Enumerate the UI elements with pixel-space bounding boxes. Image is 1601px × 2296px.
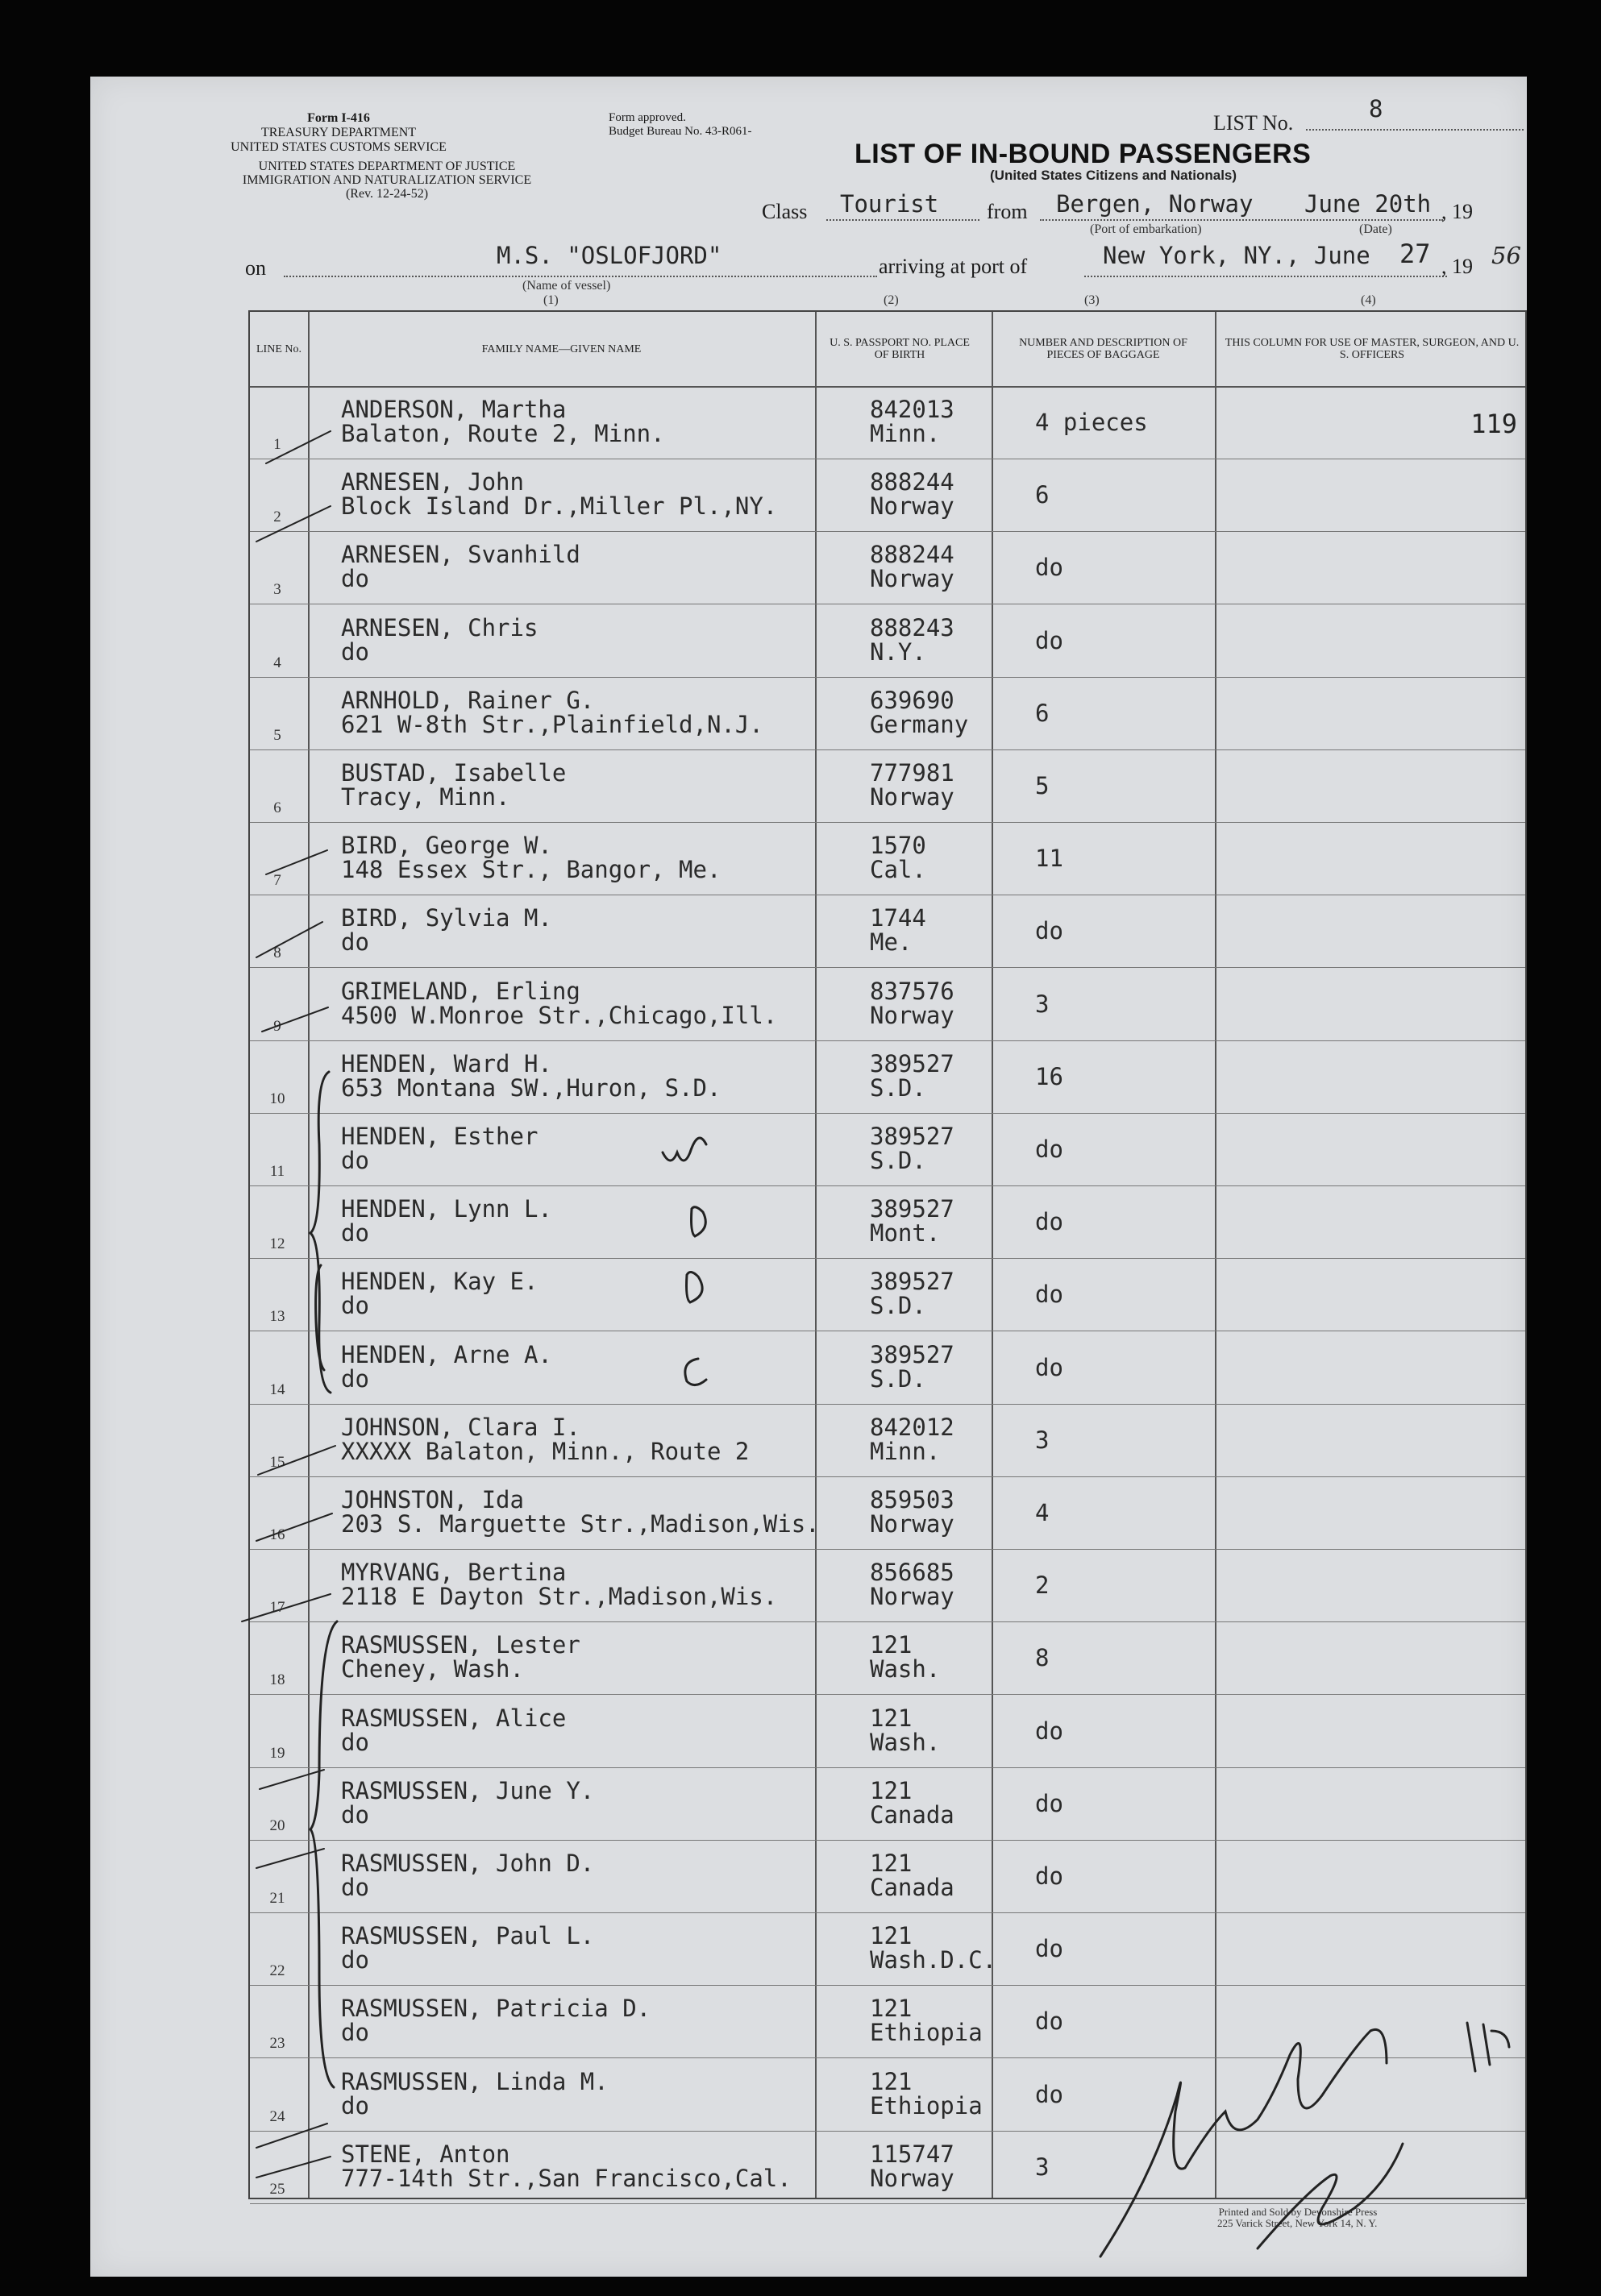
customs-service: UNITED STATES CUSTOMS SERVICE <box>231 140 447 154</box>
baggage-count: do <box>1035 554 1063 582</box>
place-of-birth: Canada <box>870 1874 954 1901</box>
passenger-address: Block Island Dr.,Miller Pl.,NY. <box>341 492 778 521</box>
place-of-birth: Wash. <box>870 1728 941 1756</box>
col-line-no: LINE No. <box>256 343 301 355</box>
passenger-name: ARNESEN, John <box>341 468 524 496</box>
passenger-address: do <box>341 1147 369 1174</box>
baggage-count: do <box>1035 2007 1063 2036</box>
table-row <box>250 386 1525 459</box>
passenger-address: do <box>341 1946 369 1974</box>
printer-imprint: Printed and Sold by Devonshire Press 225 Varick Street, New York 14, N. Y. <box>1217 2206 1378 2229</box>
passenger-name: HENDEN, Kay E. <box>341 1268 539 1296</box>
arrival-day: 27 <box>1399 239 1431 269</box>
line-number: 20 <box>269 1816 285 1834</box>
passport-number: 639690 <box>870 686 954 714</box>
line-number: 11 <box>269 1163 285 1180</box>
line-number: 25 <box>269 2180 285 2198</box>
table-row <box>250 1767 1525 1841</box>
place-of-birth: Me. <box>870 928 913 957</box>
line-number: 22 <box>269 1962 285 1980</box>
list-no-label: LIST No. <box>1213 111 1294 135</box>
caption-4: (4) <box>1361 293 1376 307</box>
place-of-birth: Canada <box>870 1800 954 1829</box>
passenger-address: 2118 E Dayton Str.,Madison,Wis. <box>341 1583 778 1611</box>
table-row <box>250 1912 1525 1986</box>
arrival-year-suffix: 56 <box>1491 242 1521 269</box>
table-row <box>250 459 1525 532</box>
form-number: Form I-416 <box>307 111 370 125</box>
passenger-name: RASMUSSEN, John D. <box>341 1850 595 1877</box>
passenger-name: RASMUSSEN, Patricia D. <box>341 1995 651 2023</box>
place-of-birth: Norway <box>870 783 954 811</box>
passenger-name: JOHNSTON, Ida <box>341 1486 524 1513</box>
passport-number: 115747 <box>870 2140 954 2168</box>
line-number: 10 <box>269 1090 285 1107</box>
place-of-birth: S.D. <box>870 1292 926 1320</box>
passport-number: 888244 <box>870 468 954 496</box>
passenger-name: STENE, Anton <box>341 2140 510 2168</box>
passenger-name: ANDERSON, Martha <box>341 396 567 423</box>
line-number: 4 <box>273 654 281 671</box>
passenger-address: do <box>341 637 369 666</box>
passenger-name: BIRD, Sylvia M. <box>341 904 552 932</box>
baggage-count: 4 pieces <box>1035 409 1148 436</box>
passport-number: 389527 <box>870 1049 954 1077</box>
port-embark-caption: (Port of embarkation) <box>1090 222 1202 236</box>
form-approved: Form approved. Budget Bureau No. 43-R061- <box>609 111 752 138</box>
line-number: 16 <box>269 1526 285 1543</box>
vessel-caption: (Name of vessel) <box>522 279 611 293</box>
table-row <box>250 1404 1525 1477</box>
place-of-birth: Germany <box>870 710 969 738</box>
passenger-address: do <box>341 1292 369 1320</box>
passport-number: 121 <box>870 1850 913 1877</box>
table-row <box>250 1113 1525 1186</box>
passenger-address: 621 W-8th Str.,Plainfield,N.J. <box>341 710 763 738</box>
caption-2: (2) <box>884 293 899 307</box>
passenger-address: do <box>341 928 369 957</box>
baggage-count: do <box>1035 1281 1063 1309</box>
line-number: 5 <box>273 726 281 744</box>
line-number: 7 <box>273 872 281 890</box>
table-row <box>250 604 1525 678</box>
passport-number: 856685 <box>870 1559 954 1587</box>
passport-number: 1744 <box>870 904 926 932</box>
passenger-address: do <box>341 565 369 593</box>
port-embarkation: Bergen, Norway <box>1056 190 1254 218</box>
place-of-birth: Wash. <box>870 1655 941 1684</box>
line-number: 24 <box>269 2107 285 2125</box>
form-block <box>153 111 524 155</box>
passenger-name: RASMUSSEN, June Y. <box>341 1776 595 1804</box>
baggage-count: do <box>1035 626 1063 654</box>
passenger-address: Balaton, Route 2, Minn. <box>341 420 665 447</box>
passenger-name: ARNESEN, Chris <box>341 613 539 641</box>
place-of-birth: Ethiopia <box>870 2091 983 2120</box>
place-of-birth: S.D. <box>870 1364 926 1393</box>
passenger-name: RASMUSSEN, Paul L. <box>341 1922 595 1950</box>
place-of-birth: Ethiopia <box>870 2019 983 2047</box>
vessel-name: M.S. "OSLOFJORD" <box>497 242 722 269</box>
table-row <box>250 895 1525 968</box>
col-passport: U. S. PASSPORT NO. PLACE OF BIRTH <box>830 337 970 361</box>
passenger-address: Tracy, Minn. <box>341 783 510 811</box>
page-title: LIST OF IN-BOUND PASSENGERS <box>855 139 1312 169</box>
table-row <box>250 2058 1525 2132</box>
place-of-birth: N.Y. <box>870 637 926 666</box>
passenger-address: 777-14th Str.,San Francisco,Cal. <box>341 2164 792 2192</box>
baggage-count: 5 <box>1035 772 1050 799</box>
passenger-address: do <box>341 2019 369 2047</box>
table-row <box>250 1185 1525 1259</box>
table-row <box>250 1476 1525 1550</box>
arriving-label: arriving at port of <box>879 255 1028 278</box>
place-of-birth: Norway <box>870 2164 954 2192</box>
line-number: 1 <box>273 436 281 453</box>
officer-note: 119 <box>1470 409 1517 439</box>
passenger-name: RASMUSSEN, Lester <box>341 1631 580 1659</box>
baggage-count: 11 <box>1035 845 1063 873</box>
passenger-address: do <box>341 1728 369 1756</box>
passenger-name: HENDEN, Ward H. <box>341 1049 552 1077</box>
passenger-name: HENDEN, Lynn L. <box>341 1195 552 1223</box>
table-row <box>250 822 1525 895</box>
passport-number: 888243 <box>870 613 954 641</box>
list-no-value: 8 <box>1369 95 1383 122</box>
passenger-address: Cheney, Wash. <box>341 1655 524 1684</box>
passenger-address: 653 Montana SW.,Huron, S.D. <box>341 1073 721 1102</box>
dept-block <box>177 160 597 201</box>
passenger-name: BUSTAD, Isabelle <box>341 759 567 787</box>
passport-number: 389527 <box>870 1268 954 1296</box>
table-row <box>250 1331 1525 1405</box>
line-number: 13 <box>269 1308 285 1326</box>
table-row <box>250 1985 1525 2058</box>
baggage-count: 4 <box>1035 1499 1050 1526</box>
passenger-address: 148 Essex Str., Bangor, Me. <box>341 856 721 884</box>
place-of-birth: Norway <box>870 1001 954 1029</box>
table-row <box>250 1621 1525 1695</box>
passport-number: 888244 <box>870 541 954 569</box>
place-of-birth: Wash.D.C. <box>870 1946 997 1974</box>
baggage-count: do <box>1035 1136 1063 1163</box>
line-number: 14 <box>269 1381 285 1398</box>
place-of-birth: Minn. <box>870 1437 941 1465</box>
revision: (Rev. 12-24-52) <box>345 187 429 201</box>
passenger-address: do <box>341 2091 369 2120</box>
passenger-table <box>248 310 1527 2199</box>
place-of-birth: Cal. <box>870 856 926 884</box>
passenger-address: 4500 W.Monroe Str.,Chicago,Ill. <box>341 1001 778 1029</box>
passport-number: 389527 <box>870 1340 954 1368</box>
passport-number: 121 <box>870 1776 913 1804</box>
table-row <box>250 2131 1525 2204</box>
passport-number: 121 <box>870 1704 913 1732</box>
passport-number: 389527 <box>870 1195 954 1223</box>
treasury-dept: TREASURY DEPARTMENT <box>260 126 417 139</box>
baggage-count: do <box>1035 1717 1063 1745</box>
passenger-name: JOHNSON, Clara I. <box>341 1413 580 1441</box>
arrival-port: New York, NY., June <box>1103 242 1370 269</box>
passport-number: 842013 <box>870 396 954 423</box>
ins-service: IMMIGRATION AND NATURALIZATION SERVICE <box>242 173 532 187</box>
passport-number: 859503 <box>870 1486 954 1513</box>
col-name: FAMILY NAME—GIVEN NAME <box>481 343 642 355</box>
baggage-count: 16 <box>1035 1062 1063 1090</box>
table-row <box>250 968 1525 1041</box>
class-label: Class <box>762 200 808 223</box>
line-number: 19 <box>269 1744 285 1762</box>
table-row <box>250 677 1525 750</box>
baggage-count: 2 <box>1035 1571 1050 1600</box>
baggage-count: 8 <box>1035 1644 1050 1672</box>
embark-date: June 20th <box>1304 190 1432 218</box>
passport-number: 121 <box>870 1922 913 1950</box>
passport-number: 121 <box>870 1631 913 1659</box>
table-row <box>250 749 1525 823</box>
passenger-name: GRIMELAND, Erling <box>341 977 580 1005</box>
passenger-address: do <box>341 1364 369 1393</box>
line-number: 21 <box>269 1890 285 1907</box>
passenger-name: ARNESEN, Svanhild <box>341 541 580 569</box>
passport-number: 389527 <box>870 1123 954 1150</box>
line-number: 15 <box>269 1453 285 1471</box>
baggage-count: do <box>1035 917 1063 945</box>
baggage-count: 6 <box>1035 699 1050 727</box>
year-prefix: , 19 <box>1441 200 1473 223</box>
baggage-count: 6 <box>1035 481 1050 509</box>
passenger-name: BIRD, George W. <box>341 832 552 860</box>
col-baggage: NUMBER AND DESCRIPTION OF PIECES OF BAGGAGE <box>1019 337 1187 361</box>
passenger-name: RASMUSSEN, Alice <box>341 1704 567 1732</box>
baggage-count: 3 <box>1035 990 1050 1018</box>
date-caption: (Date) <box>1359 222 1392 236</box>
passport-number: 777981 <box>870 759 954 787</box>
passport-number: 121 <box>870 1995 913 2023</box>
place-of-birth: Mont. <box>870 1219 941 1248</box>
table-row <box>250 1549 1525 1622</box>
dept-justice: UNITED STATES DEPARTMENT OF JUSTICE <box>258 160 516 173</box>
passenger-address: 203 S. Marguette Str.,Madison,Wis. <box>341 1510 820 1538</box>
on-label: on <box>245 256 266 280</box>
line-number: 2 <box>273 509 281 526</box>
passenger-address: do <box>341 1800 369 1829</box>
baggage-count: do <box>1035 1208 1063 1236</box>
baggage-count: 3 <box>1035 1426 1050 1454</box>
page-subtitle: (United States Citizens and Nationals) <box>990 168 1237 183</box>
arrival-year-prefix: , 19 <box>1441 255 1473 278</box>
place-of-birth: S.D. <box>870 1147 926 1174</box>
table-row <box>250 1258 1525 1331</box>
passport-number: 1570 <box>870 832 926 860</box>
line-number: 12 <box>269 1235 285 1253</box>
baggage-count: do <box>1035 1353 1063 1381</box>
col-officers: THIS COLUMN FOR USE OF MASTER, SURGEON, AND U. S. OFFICERS <box>1225 337 1520 361</box>
caption-3: (3) <box>1084 293 1100 307</box>
line-number: 6 <box>273 799 281 816</box>
passenger-name: ARNHOLD, Rainer G. <box>341 686 595 714</box>
passenger-name: RASMUSSEN, Linda M. <box>341 2067 609 2095</box>
passport-number: 842012 <box>870 1413 954 1441</box>
place-of-birth: Minn. <box>870 420 941 447</box>
passenger-name: MYRVANG, Bertina <box>341 1559 567 1587</box>
line-number: 18 <box>269 1671 285 1689</box>
place-of-birth: S.D. <box>870 1073 926 1102</box>
passenger-address: do <box>341 1219 369 1248</box>
line-number: 9 <box>273 1017 281 1035</box>
class-value: Tourist <box>840 190 939 218</box>
table-row <box>250 1040 1525 1114</box>
from-label: from <box>987 200 1028 223</box>
baggage-count: do <box>1035 1935 1063 1963</box>
passenger-name: HENDEN, Arne A. <box>341 1340 552 1368</box>
line-number: 8 <box>273 945 281 962</box>
table-row <box>250 1695 1525 1768</box>
baggage-count: do <box>1035 1789 1063 1817</box>
baggage-count: do <box>1035 2080 1063 2108</box>
baggage-count: do <box>1035 1862 1063 1890</box>
passenger-address: XXXXX Balaton, Minn., Route 2 <box>341 1437 750 1465</box>
baggage-count: 3 <box>1035 2153 1050 2181</box>
passenger-address: do <box>341 1874 369 1901</box>
passport-number: 121 <box>870 2067 913 2095</box>
line-number: 3 <box>273 581 281 599</box>
place-of-birth: Norway <box>870 565 954 593</box>
place-of-birth: Norway <box>870 1510 954 1538</box>
vessel-caption-num: (1) <box>543 293 559 307</box>
place-of-birth: Norway <box>870 492 954 521</box>
line-number: 23 <box>269 2035 285 2053</box>
table-row <box>250 1840 1525 1913</box>
passenger-name: HENDEN, Esther <box>341 1123 539 1150</box>
line-number: 17 <box>269 1599 285 1617</box>
table-row <box>250 531 1525 604</box>
place-of-birth: Norway <box>870 1583 954 1611</box>
passport-number: 837576 <box>870 977 954 1005</box>
